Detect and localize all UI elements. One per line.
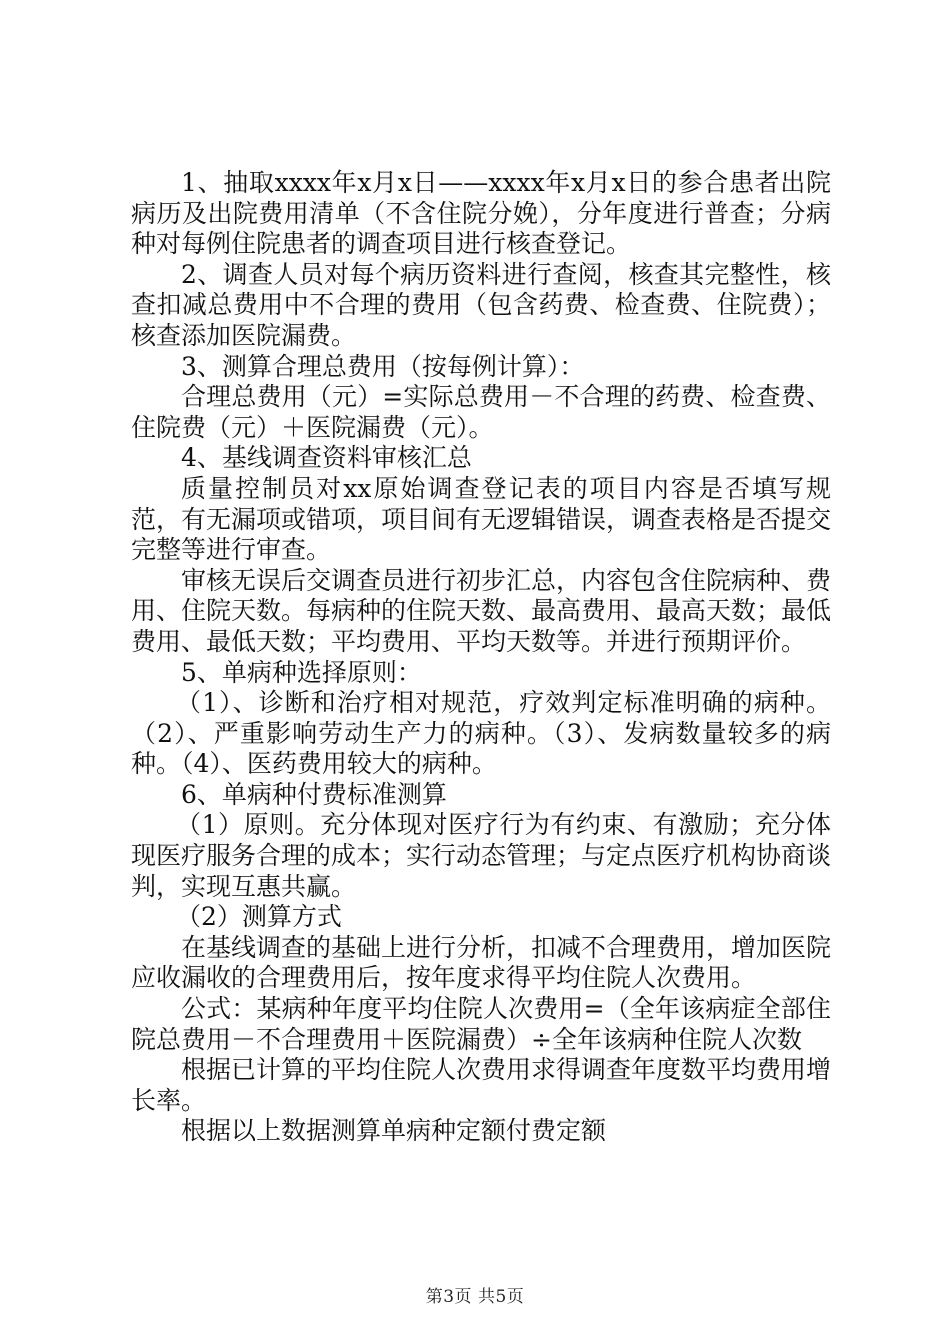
paragraph-2: 2、调查人员对每个病历资料进行查阅，核查其完整性，核查扣减总费用中不合理的费用（包含药费、检查费、住院费）；核查添加医院漏费。 (131, 259, 831, 350)
paragraph-13: 在基线调查的基础上进行分析，扣减不合理费用，增加医院应收漏收的合理费用后，按年度求得平均住院人次费用。 (131, 932, 832, 993)
document-body (131, 168, 831, 1147)
paragraph-14: 公式：某病种年度平均住院人次费用=（全年该病症全部住院总费用－不合理费用＋医院漏费）÷全年该病种住院人次数 (131, 994, 831, 1054)
paragraph-6: 质量控制员对xx原始调查登记表的项目内容是否填写规范，有无漏项或错项，项目间有无逻辑错误，调查表格是否提交完整等进行审查。 (131, 473, 832, 565)
paragraph-11: （1）原则。充分体现对医疗行为有约束、有激励；充分体现医疗服务合理的成本；实行动态管理；与定点医疗机构协商谈判，实现互惠共赢。 (131, 810, 832, 901)
paragraph-12: （2）测算方式 (176, 902, 342, 932)
paragraph-10: 6、单病种付费标准测算 (181, 779, 447, 809)
paragraph-8: 5、单病种选择原则： (181, 657, 422, 687)
paragraph-9: （1）、诊断和治疗相对规范，疗效判定标准明确的病种。（2）、严重影响劳动生产力的病种。（3）、发病数量较多的病种。（4）、医药费用较大的病种。 (131, 688, 831, 779)
paragraph-15: 根据已计算的平均住院人次费用求得调查年度数平均费用增长率。 (131, 1055, 832, 1115)
paragraph-16: 根据以上数据测算单病种定额付费定额 (181, 1116, 607, 1146)
paragraph-1: 1、抽取xxxx年x月x日——xxxx年x月x日的参合患者出院病历及出院费用清单（不含住院分娩），分年度进行普查；分病种对每例住院患者的调查项目进行核查登记。 (131, 168, 831, 259)
paragraph-7: 审核无误后交调查员进行初步汇总，内容包含住院病种、费用、住院天数。每病种的住院天数、最高费用、最高天数；最低费用、最低天数；平均费用、平均天数等。并进行预期评价。 (131, 565, 832, 656)
paragraph-5: 4、基线调查资料审核汇总 (181, 443, 472, 473)
page-number-footer: 第3页 共5页 (425, 1287, 525, 1307)
paragraph-3: 3、测算合理总费用（按每例计算）： (181, 351, 585, 381)
paragraph-4: 合理总费用（元）=实际总费用－不合理的药费、检查费、住院费（元）＋医院漏费（元）。 (131, 382, 831, 442)
